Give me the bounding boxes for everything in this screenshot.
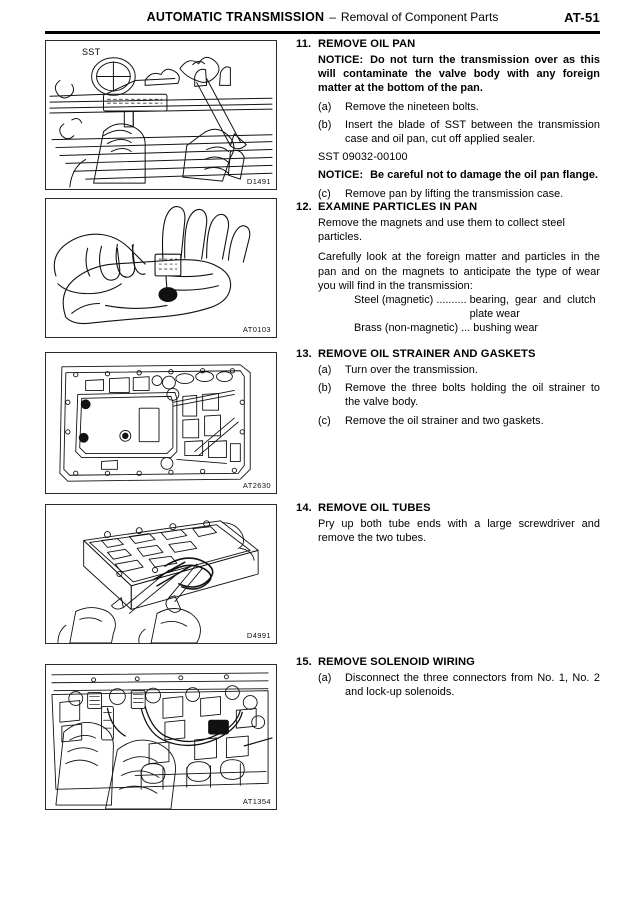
step-13-heading <box>296 348 600 360</box>
step-11-sst-number: SST 09032-00100 <box>318 151 408 164</box>
step-11-remove-oil-pan <box>296 38 600 201</box>
figure-3-illustration <box>46 353 276 493</box>
page-number: AT-51 <box>564 10 600 25</box>
step-11-sublist-1 <box>318 100 600 147</box>
step-12-number: 12. <box>296 201 312 213</box>
step-15-heading <box>296 656 600 668</box>
step-14-title: REMOVE OIL TUBES <box>318 502 431 514</box>
header-title-row <box>45 10 600 30</box>
item-text: Insert the blade of SST between the transmission case and oil pan, cut off applied sealer. <box>345 118 600 146</box>
table-row <box>318 293 600 307</box>
wear-particle-type: Steel (magnetic) <box>354 294 434 307</box>
item-text: Remove pan by lifting the transmission case. <box>345 187 564 200</box>
figure-5-code: AT1354 <box>242 797 271 806</box>
step-11-title: REMOVE OIL PAN <box>318 38 416 50</box>
step-15-sublist <box>318 671 600 699</box>
manual-section-title: AUTOMATIC TRANSMISSION <box>146 10 325 24</box>
figure-remove-oil-pan <box>45 40 277 190</box>
step-12-examine-particles <box>296 201 600 336</box>
table-row <box>318 321 600 335</box>
item-text: Remove the three bolts holding the oil strainer to the valve body. <box>345 382 600 409</box>
step-11-notice-2 <box>318 168 600 182</box>
step-15-number: 15. <box>296 656 312 668</box>
item-marker: (a) <box>318 364 332 376</box>
figure-1-sst-label: SST <box>82 47 101 57</box>
notice-label: NOTICE: <box>318 54 364 66</box>
step-11-sublist-2 <box>318 187 600 201</box>
step-14-paragraph: Pry up both tube ends with a large screwdriver and remove the two tubes. <box>318 518 600 545</box>
step-14-heading <box>296 502 600 514</box>
list-item <box>318 381 600 409</box>
figure-4-illustration <box>46 505 276 643</box>
list-item <box>318 414 600 428</box>
step-14-remove-oil-tubes <box>296 502 600 545</box>
step-12-paragraph-1: Remove the magnets and use them to collect steel particles. <box>318 217 565 244</box>
step-11-notice-1 <box>318 53 600 96</box>
wear-result: bearing, gear and clutch <box>469 294 596 307</box>
list-item <box>318 100 600 114</box>
figure-remove-oil-tubes <box>45 504 277 644</box>
wear-leader-dots: .......... <box>433 294 470 307</box>
item-marker: (a) <box>318 672 332 684</box>
notice-text: Be careful not to damage the oil pan flange. <box>370 169 599 182</box>
list-item <box>318 671 600 699</box>
item-marker: (b) <box>318 118 332 131</box>
wear-particle-type: Brass (non-magnetic) <box>354 322 459 335</box>
item-marker: (b) <box>318 382 332 395</box>
step-12-heading <box>296 201 600 213</box>
notice-text: Do not turn the transmission over as this will contaminate the valve body with any foreign matter at the bottom of the pan. <box>318 54 600 95</box>
step-13-title: REMOVE OIL STRAINER AND GASKETS <box>318 348 536 360</box>
item-text: Disconnect the three connectors from No. 1, No. 2 and lock-up solenoids. <box>345 672 600 699</box>
step-15-title: REMOVE SOLENOID WIRING <box>318 656 475 668</box>
step-11-number: 11. <box>296 38 312 50</box>
header-rule <box>45 31 600 34</box>
page-header <box>45 10 600 36</box>
figure-remove-solenoid-wiring <box>45 664 277 810</box>
figure-4-code: D4991 <box>246 631 271 640</box>
step-14-number: 14. <box>296 502 312 514</box>
wear-type-table <box>318 293 600 336</box>
list-item <box>318 118 600 146</box>
figure-5-illustration <box>46 665 276 809</box>
wear-result: bushing wear <box>473 322 539 335</box>
figure-2-illustration <box>46 199 276 337</box>
step-13-remove-oil-strainer <box>296 348 600 428</box>
figure-examine-particles <box>45 198 277 338</box>
figure-1-code: D1491 <box>246 177 271 186</box>
figure-3-code: AT2630 <box>242 481 271 490</box>
figure-1-illustration <box>46 41 276 189</box>
wear-leader-dots: ... <box>458 322 474 335</box>
step-12-title: EXAMINE PARTICLES IN PAN <box>318 201 478 213</box>
list-item <box>318 363 600 377</box>
figure-oil-strainer-valve-body <box>45 352 277 494</box>
notice-label: NOTICE: <box>318 169 364 182</box>
wear-result-continued: plate wear <box>469 308 520 321</box>
step-15-remove-solenoid-wiring <box>296 656 600 699</box>
item-marker: (c) <box>318 414 331 427</box>
step-13-number: 13. <box>296 348 312 360</box>
item-marker: (a) <box>318 100 332 113</box>
manual-subsection-title: Removal of Component Parts <box>340 10 499 24</box>
item-text: Remove the nineteen bolts. <box>345 100 479 113</box>
item-marker: (c) <box>318 187 331 200</box>
table-row-continuation <box>318 307 600 321</box>
item-text: Remove the oil strainer and two gaskets. <box>345 414 544 427</box>
step-13-sublist <box>318 363 600 428</box>
step-11-heading <box>296 38 600 50</box>
item-text: Turn over the transmission. <box>345 364 478 376</box>
list-item <box>318 187 600 201</box>
header-dash: – <box>329 10 336 24</box>
figure-2-code: AT0103 <box>242 325 271 334</box>
step-12-paragraph-2: Carefully look at the foreign matter and particles in the pan and on the magnets to anticipate the type of wear you will find in the transmission: <box>318 251 600 292</box>
